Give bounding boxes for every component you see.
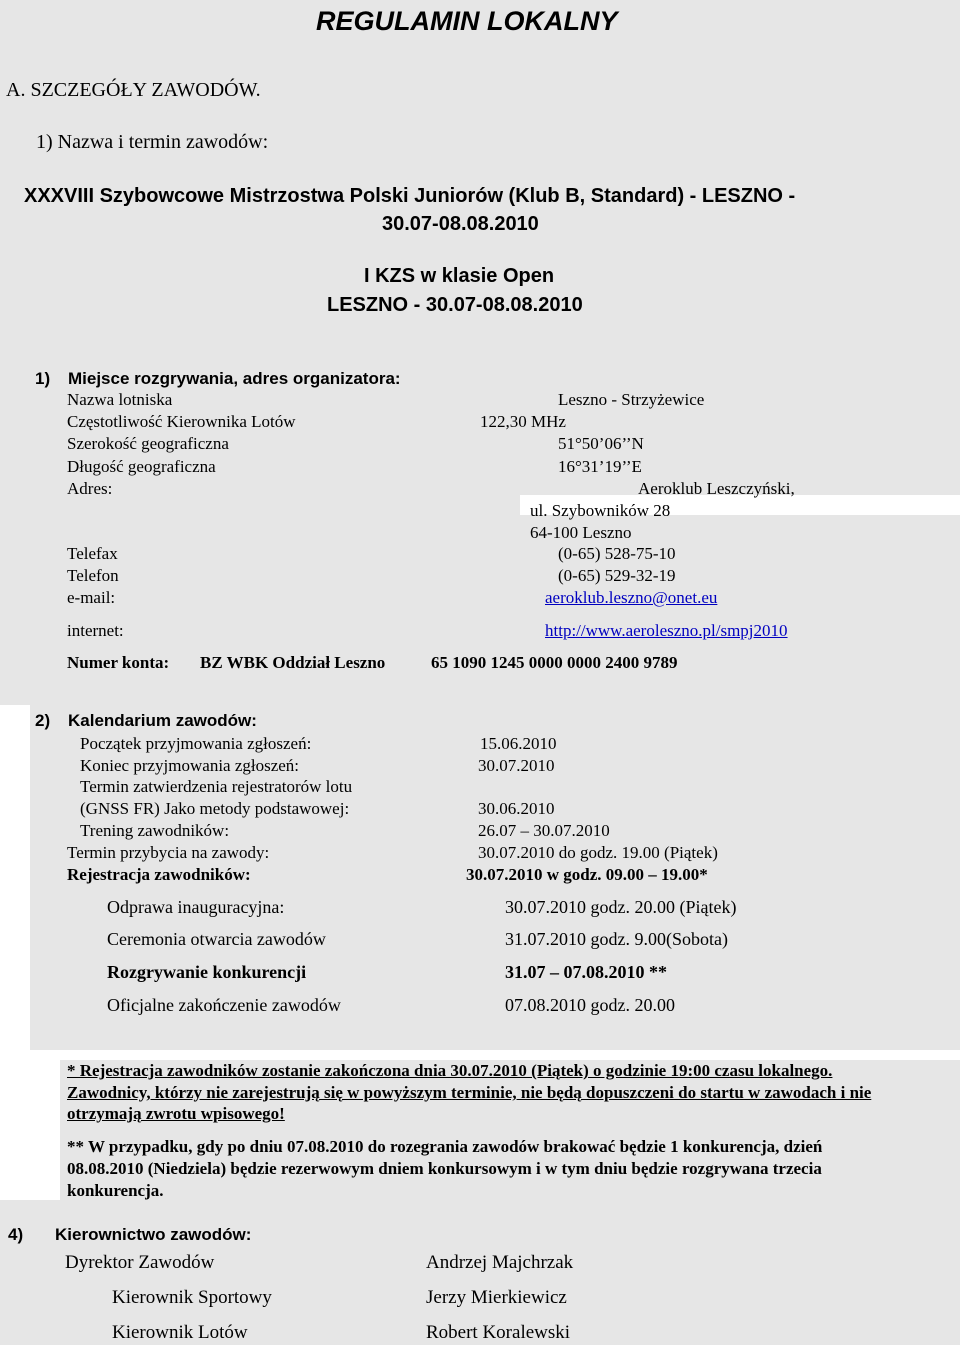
- event-value: 31.07.2010 godz. 9.00(Sobota): [505, 929, 728, 949]
- email-label: e-mail:: [67, 588, 116, 607]
- address-line-2: ul. Szybowników 28: [530, 501, 671, 520]
- sport-director-name: Jerzy Mierkiewicz: [426, 1287, 567, 1308]
- calendar-row-label: Termin przybycia na zawody:: [67, 843, 270, 862]
- notes-band: [60, 1060, 960, 1200]
- sport-director-role: Kierownik Sportowy: [112, 1287, 272, 1308]
- phone-label: Telefon: [67, 566, 119, 585]
- address-band-2: [0, 515, 960, 705]
- calendar-band: [30, 705, 960, 890]
- calendar-row-value: 30.07.2010 do godz. 19.00 (Piątek): [478, 843, 718, 862]
- flight-director-name: Robert Koralewski: [426, 1322, 571, 1343]
- account-number: 65 1090 1245 0000 0000 2400 9789: [431, 653, 678, 672]
- event-title-line3: I KZS w klasie Open: [364, 265, 555, 287]
- address-label: Adres:: [67, 479, 113, 498]
- event-title-line2: 30.07-08.08.2010: [382, 213, 539, 235]
- event-value: 30.07.2010 godz. 20.00 (Piątek): [505, 897, 737, 917]
- event-label: Ceremonia otwarcia zawodów: [107, 929, 326, 949]
- calendar-row-label: Trening zawodników:: [80, 821, 230, 840]
- lat-label: Szerokość geograficzna: [67, 434, 229, 453]
- place-heading: Miejsce rozgrywania, adres organizatora:: [68, 369, 401, 388]
- website-link[interactable]: http://www.aeroleszno.pl/smpj2010: [545, 621, 788, 640]
- direction-number: 4): [8, 1225, 24, 1244]
- telefax-value: (0-65) 528-75-10: [558, 544, 676, 563]
- lon-label: Długość geograficzna: [67, 457, 216, 476]
- event-band-left: [0, 120, 960, 125]
- calendar-row-label: (GNSS FR) Jako metody podstawowej:: [80, 799, 350, 818]
- place-number: 1): [35, 369, 51, 388]
- calendar-row-label: Rejestracja zawodników:: [67, 865, 251, 884]
- telefax-label: Telefax: [67, 544, 118, 563]
- section-a-heading: A. SZCZEGÓŁY ZAWODÓW.: [6, 79, 261, 101]
- note-reserve-line2: 08.08.2010 (Niedziela) będzie rezerwowym dniem konkursowym i w tym dniu będzie rozgrywana trzecia: [67, 1159, 822, 1178]
- calendar-row-value: 15.06.2010: [480, 734, 557, 753]
- direction-heading: Kierownictwo zawodów:: [55, 1225, 252, 1244]
- note-registration-line3: otrzymają zwrotu wpisowego!: [67, 1104, 285, 1123]
- flight-director-role: Kierownik Lotów: [112, 1322, 248, 1343]
- event-value: 07.08.2010 godz. 20.00: [505, 995, 675, 1015]
- director-name: Andrzej Majchrzak: [426, 1252, 574, 1273]
- note-reserve-line3: konkurencja.: [67, 1181, 164, 1200]
- note-reserve-line1: ** W przypadku, gdy po dniu 07.08.2010 do rozegrania zawodów brakować będzie 1 konkurencja, dzień: [67, 1137, 823, 1156]
- address-band: [0, 495, 520, 515]
- calendar-row-value: 30.06.2010: [478, 799, 555, 818]
- address-line-1: Aeroklub Leszczyński,: [638, 479, 795, 498]
- note-registration-line2: Zawodnicy, którzy nie zarejestrują się w powyższym terminie, nie będą dopuszczeni do startu w zawodach i nie: [67, 1083, 872, 1102]
- event-label: Odprawa inauguracyjna:: [107, 897, 285, 917]
- calendar-heading: Kalendarium zawodów:: [68, 711, 257, 730]
- freq-value: 122,30 MHz: [480, 412, 566, 431]
- calendar-number: 2): [35, 711, 51, 730]
- calendar-row-label: Koniec przyjmowania zgłoszeń:: [80, 756, 300, 775]
- phone-value: (0-65) 529-32-19: [558, 566, 676, 585]
- event-title-line4: LESZNO - 30.07-08.08.2010: [327, 294, 583, 316]
- calendar-row-value: 30.07.2010 w godz. 09.00 – 19.00*: [466, 865, 708, 884]
- director-role: Dyrektor Zawodów: [65, 1252, 215, 1273]
- event-value: 31.07 – 07.08.2010 **: [505, 962, 667, 982]
- address-line-3: 64-100 Leszno: [530, 523, 632, 542]
- lon-value: 16°31’19’’E: [558, 457, 642, 476]
- calendar-row-label: Początek przyjmowania zgłoszeń:: [80, 734, 312, 753]
- calendar-row-value: 30.07.2010: [478, 756, 555, 775]
- calendar-row-value: 26.07 – 30.07.2010: [478, 821, 610, 840]
- lat-value: 51°50’06’’N: [558, 434, 644, 453]
- airfield-value: Leszno - Strzyżewice: [558, 390, 705, 409]
- account-label: Numer konta:: [67, 653, 170, 672]
- note-registration-line1: * Rejestracja zawodników zostanie zakończona dnia 30.07.2010 (Piątek) o godzinie 19:00 czasu lokalnego.: [67, 1061, 833, 1080]
- event-label: Oficjalne zakończenie zawodów: [107, 995, 341, 1015]
- freq-label: Częstotliwość Kierownika Lotów: [67, 412, 296, 431]
- email-link[interactable]: aeroklub.leszno@onet.eu: [545, 588, 718, 607]
- section-1-heading: 1) Nazwa i termin zawodów:: [36, 131, 269, 153]
- event-title-line1: XXXVIII Szybowcowe Mistrzostwa Polski Juniorów (Klub B, Standard) - LESZNO -: [24, 185, 796, 207]
- airfield-label: Nazwa lotniska: [67, 390, 173, 409]
- page-title: REGULAMIN LOKALNY: [316, 6, 618, 36]
- bank-name: BZ WBK Oddział Leszno: [200, 653, 386, 672]
- event-label: Rozgrywanie konkurencji: [107, 962, 307, 982]
- internet-label: internet:: [67, 621, 124, 640]
- calendar-row-label: Termin zatwierdzenia rejestratorów lotu: [80, 777, 353, 796]
